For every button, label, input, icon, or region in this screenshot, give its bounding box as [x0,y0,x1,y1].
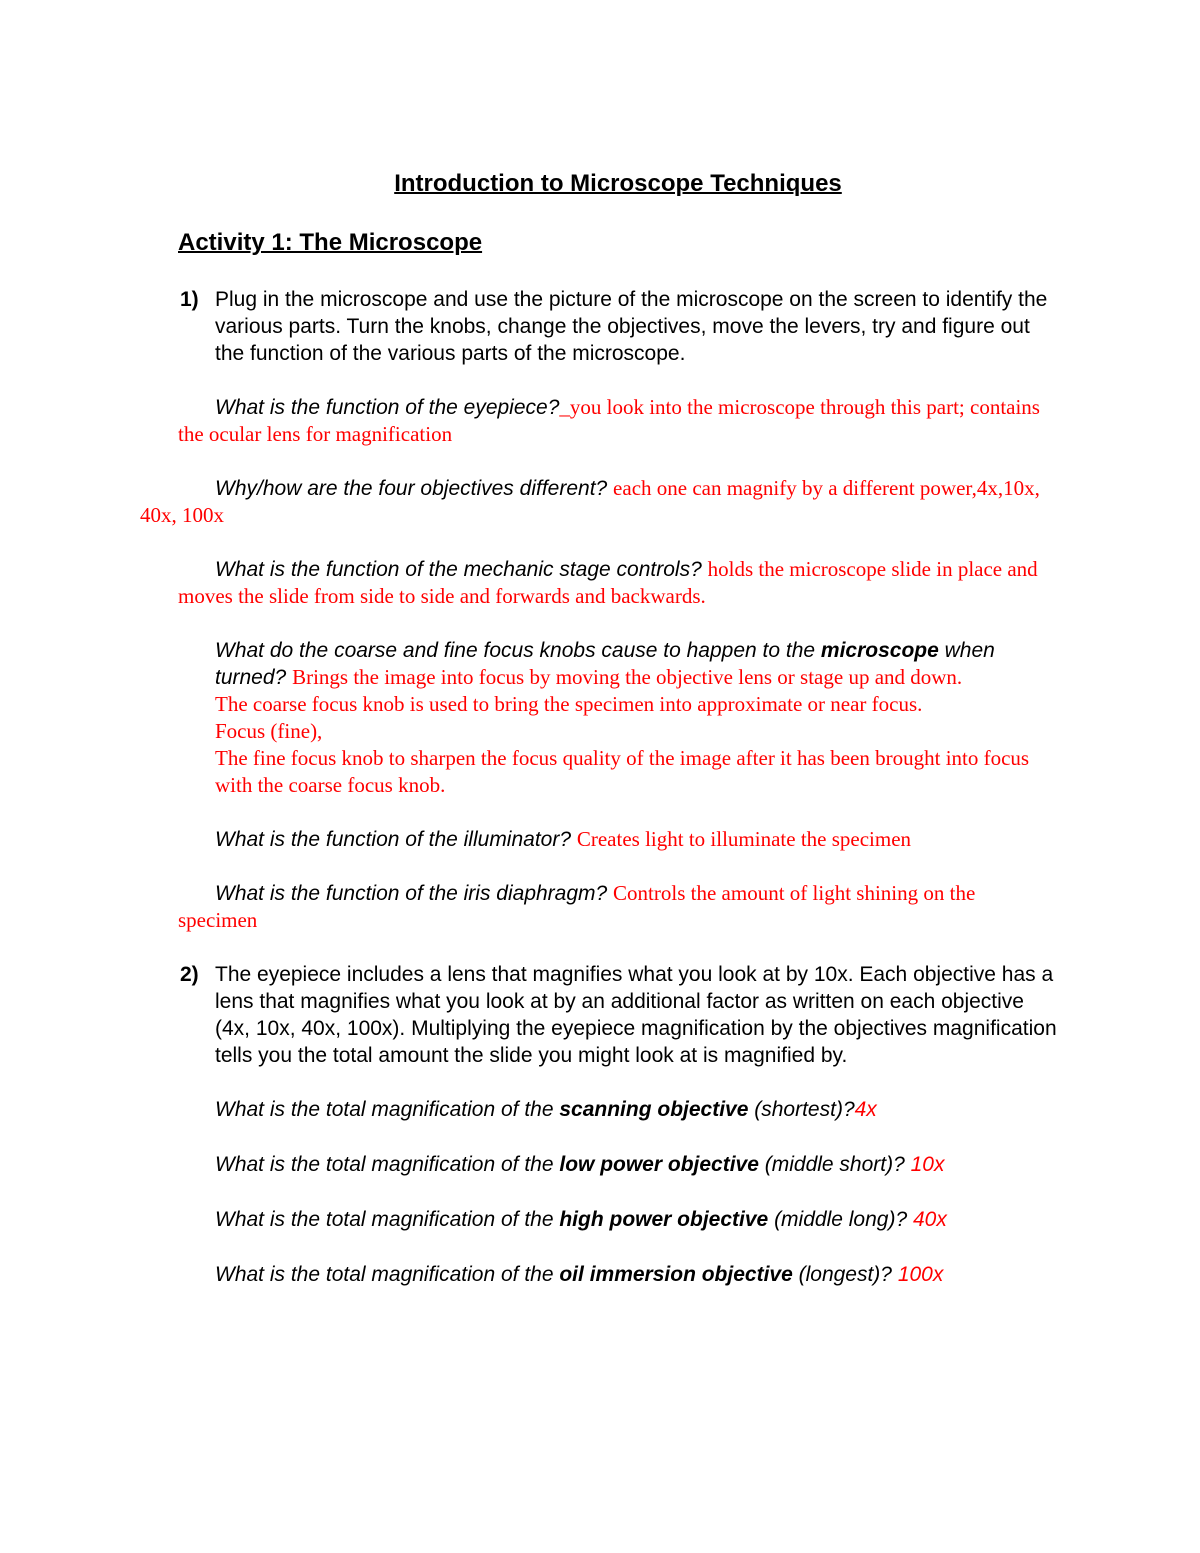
list-text: The eyepiece includes a lens that magnifies what you look at by 10x. Each objective has a lens that magnifies what you look at by an additional factor as written on each objective (4x, 10x, 40x, 100x). Multiplying the eyepiece magnification by the objectives magnification tells you the total amount the slide you might look at is magnified by. [215,963,1057,1067]
question-text: What is the function of the iris diaphragm? [215,882,614,905]
answer-text: holds the microscope slide in place and moves the slide from side to side and forwards and backwards. [178,557,1038,608]
question-bold-text: microscope [820,639,939,662]
document-content [140,0,1058,1316]
answer-text: Creates light to illuminate the specimen [576,827,912,851]
answer-text: each one can magnify by a different power,4x,10x, 40x, 100x [140,476,1040,527]
qa-stage-controls [178,556,1058,610]
answer-text: 40x [912,1208,947,1231]
question-bold-text: low power objective [559,1153,759,1176]
list-item-1 [178,286,1058,367]
answer-text: The coarse focus knob is used to bring the specimen into approximate or near focus. [215,692,923,716]
answer-text: 10x [910,1153,945,1176]
qa-illuminator [178,826,1058,853]
question-text: (middle short)? [758,1153,911,1176]
question-text: What do the coarse and fine focus knobs cause to happen to the [215,639,821,662]
qa-eyepiece [178,394,1058,448]
qa-iris-diaphragm [178,880,1058,934]
answer-text: Brings the image into focus by moving the objective lens or stage up and down. [292,665,963,689]
question-text: What is the total magnification of the [215,1263,560,1286]
list-item-2 [178,961,1058,1069]
question-bold-text: high power objective [559,1208,769,1231]
question-text: What is the total magnification of the [215,1208,560,1231]
question-text: (shortest)? [748,1098,855,1121]
question-bold-text: scanning objective [559,1098,749,1121]
question-text: What is the total magnification of the [215,1098,560,1121]
answer-text: Focus (fine), [215,719,323,743]
mag-question-low-power [178,1151,1058,1178]
answer-text: 100x [897,1263,944,1286]
question-text: What is the total magnification of the [215,1153,560,1176]
list-number: 1) [180,288,199,311]
qa-objectives-different [140,475,1058,529]
section-heading: Activity 1: The Microscope [178,229,483,256]
qa-focus-knobs [215,637,1058,799]
question-text: What is the function of the mechanic stage controls? [215,558,708,581]
mag-question-scanning [178,1096,1058,1123]
question-text: Why/how are the four objectives different? [215,477,614,500]
list-number: 2) [180,963,199,986]
question-text: when turned? [215,639,995,689]
mag-question-high-power [178,1206,1058,1233]
list-text: Plug in the microscope and use the picture of the microscope on the screen to identify the various parts. Turn the knobs, change the objectives, move the levers, try and figure out the function of the various parts of the microscope. [215,288,1048,365]
answer-text: The fine focus knob to sharpen the focus quality of the image after it has been brought into focus with the coarse focus knob. [215,746,1030,797]
answer-text: 4x [854,1098,877,1121]
question-text: (longest)? [792,1263,898,1286]
document-title: Introduction to Microscope Techniques [394,170,842,197]
answer-text: _you look into the microscope through this part; contains the ocular lens for magnification [178,395,1040,446]
question-text: (middle long)? [768,1208,913,1231]
answer-text: Controls the amount of light shining on the specimen [178,881,976,932]
question-bold-text: oil immersion objective [559,1263,793,1286]
question-text: What is the function of the eyepiece? [215,396,560,419]
mag-question-oil-immersion [178,1261,1058,1288]
question-text: What is the function of the illuminator? [215,828,577,851]
